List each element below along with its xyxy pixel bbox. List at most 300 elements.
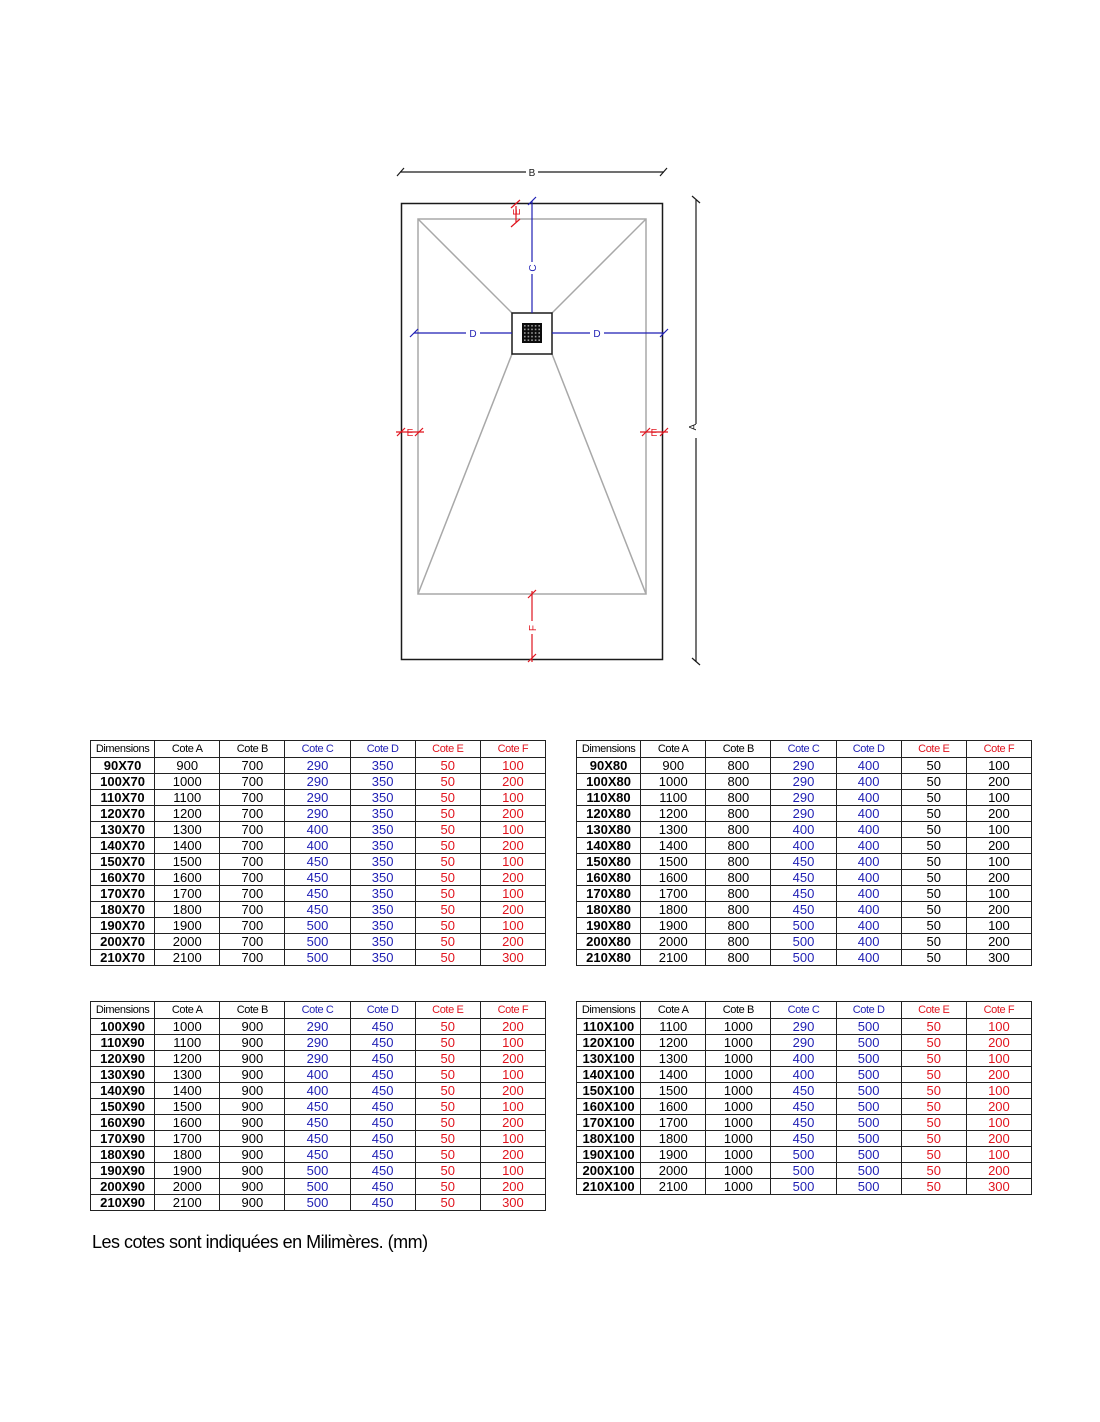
- cell-dimension: 120X80: [577, 806, 641, 822]
- table-row: [577, 902, 1032, 918]
- cell-cote-a: 1200: [641, 806, 706, 822]
- table-row: [577, 886, 1032, 902]
- cell-cote-a: 1700: [155, 1131, 220, 1147]
- table-header-row: [577, 741, 1032, 758]
- cell-cote-a: 1500: [641, 1083, 706, 1099]
- cell-cote-a: 1900: [155, 918, 220, 934]
- cell-cote-b: 1000: [706, 1051, 771, 1067]
- cell-cote-e: 50: [901, 870, 966, 886]
- label-a: A: [688, 423, 699, 431]
- cell-cote-d: 500: [836, 1115, 901, 1131]
- cell-cote-e: 50: [415, 934, 480, 950]
- cell-cote-b: 700: [220, 854, 285, 870]
- cell-cote-a: 2100: [641, 1179, 706, 1195]
- cell-cote-d: 400: [836, 886, 901, 902]
- cell-cote-c: 450: [285, 870, 350, 886]
- cell-dimension: 90X80: [577, 758, 641, 774]
- cell-cote-f: 100: [480, 854, 545, 870]
- cell-cote-d: 450: [350, 1051, 415, 1067]
- cell-dimension: 130X70: [91, 822, 155, 838]
- dimensions-table-x100: [576, 1001, 1032, 1195]
- cell-cote-d: 400: [836, 870, 901, 886]
- header-cote-a: Cote A: [641, 1002, 706, 1019]
- cell-dimension: 130X90: [91, 1067, 155, 1083]
- cell-cote-b: 900: [220, 1163, 285, 1179]
- cell-cote-a: 1700: [641, 1115, 706, 1131]
- cell-cote-b: 700: [220, 822, 285, 838]
- cell-cote-f: 300: [966, 1179, 1031, 1195]
- cell-cote-f: 200: [480, 934, 545, 950]
- cell-cote-c: 400: [285, 1067, 350, 1083]
- shower-tray-diagram: [0, 0, 1100, 700]
- cell-cote-d: 450: [350, 1179, 415, 1195]
- cell-cote-c: 400: [771, 1067, 836, 1083]
- cell-cote-f: 100: [966, 886, 1031, 902]
- cell-cote-d: 350: [350, 934, 415, 950]
- cell-dimension: 110X90: [91, 1035, 155, 1051]
- cell-cote-f: 300: [480, 1195, 545, 1211]
- cell-cote-b: 800: [706, 758, 771, 774]
- cell-dimension: 160X80: [577, 870, 641, 886]
- cell-cote-f: 200: [480, 902, 545, 918]
- cell-dimension: 170X90: [91, 1131, 155, 1147]
- cell-cote-b: 1000: [706, 1131, 771, 1147]
- cell-cote-e: 50: [901, 1179, 966, 1195]
- cell-cote-c: 500: [285, 918, 350, 934]
- cell-cote-e: 50: [415, 950, 480, 966]
- table-row: [91, 806, 546, 822]
- cell-cote-f: 200: [966, 838, 1031, 854]
- label-e-left: E: [406, 428, 414, 439]
- dimensions-table-x90: [90, 1001, 546, 1211]
- cell-cote-a: 1800: [155, 1147, 220, 1163]
- cell-dimension: 210X80: [577, 950, 641, 966]
- cell-cote-f: 100: [480, 1099, 545, 1115]
- cell-cote-a: 1700: [155, 886, 220, 902]
- cell-cote-e: 50: [415, 1019, 480, 1035]
- cell-cote-a: 1800: [641, 1131, 706, 1147]
- cell-cote-d: 400: [836, 790, 901, 806]
- cell-cote-b: 900: [220, 1019, 285, 1035]
- cell-cote-e: 50: [415, 902, 480, 918]
- cell-cote-b: 900: [220, 1035, 285, 1051]
- cell-dimension: 210X100: [577, 1179, 641, 1195]
- cell-cote-b: 900: [220, 1147, 285, 1163]
- cell-cote-f: 300: [480, 950, 545, 966]
- cell-cote-e: 50: [415, 1131, 480, 1147]
- cell-cote-b: 800: [706, 886, 771, 902]
- cell-cote-c: 450: [285, 1131, 350, 1147]
- cell-cote-d: 400: [836, 854, 901, 870]
- cell-cote-f: 100: [480, 918, 545, 934]
- table-row: [577, 838, 1032, 854]
- cell-cote-a: 1400: [155, 1083, 220, 1099]
- cell-cote-f: 100: [966, 758, 1031, 774]
- cell-cote-e: 50: [901, 902, 966, 918]
- cell-dimension: 180X90: [91, 1147, 155, 1163]
- cell-cote-b: 900: [220, 1115, 285, 1131]
- cell-cote-d: 500: [836, 1099, 901, 1115]
- cell-cote-f: 100: [480, 822, 545, 838]
- cell-cote-d: 500: [836, 1147, 901, 1163]
- header-cote-b: Cote B: [220, 741, 285, 758]
- header-cote-c: Cote C: [285, 741, 350, 758]
- cell-cote-d: 400: [836, 774, 901, 790]
- cell-cote-a: 1500: [641, 854, 706, 870]
- cell-cote-b: 700: [220, 838, 285, 854]
- cell-cote-b: 800: [706, 838, 771, 854]
- cell-cote-c: 450: [771, 886, 836, 902]
- cell-cote-f: 200: [966, 1067, 1031, 1083]
- label-d-right: D: [593, 329, 601, 340]
- cell-dimension: 170X70: [91, 886, 155, 902]
- table-row: [577, 790, 1032, 806]
- dimension-d-right: [552, 329, 668, 337]
- cell-dimension: 160X90: [91, 1115, 155, 1131]
- cell-cote-a: 1100: [641, 1019, 706, 1035]
- cell-cote-c: 450: [771, 1131, 836, 1147]
- cell-dimension: 110X80: [577, 790, 641, 806]
- cell-cote-e: 50: [415, 886, 480, 902]
- table-row: [91, 1147, 546, 1163]
- cell-cote-e: 50: [901, 1115, 966, 1131]
- cell-cote-a: 1300: [641, 1051, 706, 1067]
- cell-cote-b: 1000: [706, 1035, 771, 1051]
- cell-cote-e: 50: [415, 1115, 480, 1131]
- cell-cote-d: 450: [350, 1163, 415, 1179]
- table-row: [577, 1067, 1032, 1083]
- cell-cote-a: 2000: [641, 934, 706, 950]
- cell-cote-a: 1400: [641, 1067, 706, 1083]
- cell-cote-c: 290: [285, 806, 350, 822]
- cell-cote-b: 800: [706, 950, 771, 966]
- cell-cote-e: 50: [901, 774, 966, 790]
- cell-cote-c: 400: [285, 822, 350, 838]
- cell-cote-f: 200: [966, 1035, 1031, 1051]
- cell-cote-a: 1200: [155, 1051, 220, 1067]
- cell-cote-e: 50: [415, 918, 480, 934]
- cell-cote-c: 450: [285, 854, 350, 870]
- cell-cote-c: 500: [285, 1163, 350, 1179]
- label-c: C: [528, 264, 539, 272]
- cell-cote-e: 50: [901, 934, 966, 950]
- header-cote-b: Cote B: [220, 1002, 285, 1019]
- cell-cote-c: 450: [285, 902, 350, 918]
- cell-cote-c: 290: [285, 758, 350, 774]
- cell-cote-a: 1600: [155, 1115, 220, 1131]
- cell-cote-e: 50: [415, 854, 480, 870]
- cell-cote-a: 1600: [155, 870, 220, 886]
- cell-cote-f: 200: [966, 934, 1031, 950]
- table-row: [91, 1131, 546, 1147]
- cell-dimension: 170X100: [577, 1115, 641, 1131]
- cell-dimension: 140X80: [577, 838, 641, 854]
- cell-cote-d: 350: [350, 790, 415, 806]
- cell-dimension: 200X100: [577, 1163, 641, 1179]
- header-cote-b: Cote B: [706, 741, 771, 758]
- header-cote-a: Cote A: [641, 741, 706, 758]
- cell-dimension: 210X90: [91, 1195, 155, 1211]
- cell-dimension: 210X70: [91, 950, 155, 966]
- cell-dimension: 180X100: [577, 1131, 641, 1147]
- cell-cote-d: 500: [836, 1067, 901, 1083]
- cell-cote-a: 1800: [641, 902, 706, 918]
- cell-cote-f: 100: [966, 1147, 1031, 1163]
- cell-dimension: 150X70: [91, 854, 155, 870]
- cell-cote-f: 200: [966, 870, 1031, 886]
- cell-cote-f: 200: [966, 806, 1031, 822]
- cell-cote-b: 900: [220, 1131, 285, 1147]
- cell-cote-e: 50: [901, 1131, 966, 1147]
- cell-cote-a: 2100: [641, 950, 706, 966]
- cell-cote-b: 700: [220, 934, 285, 950]
- cell-cote-a: 900: [155, 758, 220, 774]
- cell-dimension: 140X70: [91, 838, 155, 854]
- cell-cote-e: 50: [901, 1035, 966, 1051]
- header-cote-f: Cote F: [480, 741, 545, 758]
- header-dimensions: Dimensions: [91, 1002, 155, 1019]
- cell-cote-a: 1400: [641, 838, 706, 854]
- cell-cote-e: 50: [901, 854, 966, 870]
- cell-cote-c: 400: [285, 1083, 350, 1099]
- cell-cote-e: 50: [415, 774, 480, 790]
- cell-cote-d: 450: [350, 1115, 415, 1131]
- cell-cote-b: 1000: [706, 1099, 771, 1115]
- table-row: [577, 774, 1032, 790]
- header-dimensions: Dimensions: [91, 741, 155, 758]
- cell-cote-c: 400: [285, 838, 350, 854]
- cell-cote-d: 450: [350, 1035, 415, 1051]
- cell-cote-a: 1100: [155, 1035, 220, 1051]
- cell-cote-b: 800: [706, 918, 771, 934]
- cell-cote-b: 1000: [706, 1179, 771, 1195]
- cell-cote-a: 1500: [155, 1099, 220, 1115]
- cell-cote-c: 450: [771, 902, 836, 918]
- dimension-c: [528, 197, 536, 313]
- cell-cote-d: 450: [350, 1147, 415, 1163]
- cell-cote-d: 400: [836, 822, 901, 838]
- cell-cote-c: 500: [771, 934, 836, 950]
- cell-dimension: 200X90: [91, 1179, 155, 1195]
- cell-cote-c: 500: [771, 1163, 836, 1179]
- cell-cote-c: 290: [285, 790, 350, 806]
- cell-cote-f: 100: [480, 1163, 545, 1179]
- table-row: [577, 1051, 1032, 1067]
- cell-cote-a: 1700: [641, 886, 706, 902]
- table-row: [577, 870, 1032, 886]
- cell-cote-c: 450: [285, 886, 350, 902]
- cell-cote-d: 350: [350, 854, 415, 870]
- cell-dimension: 130X80: [577, 822, 641, 838]
- table-row: [91, 1163, 546, 1179]
- cell-cote-e: 50: [901, 1099, 966, 1115]
- table-row: [91, 870, 546, 886]
- cell-cote-e: 50: [415, 758, 480, 774]
- label-f: F: [528, 624, 539, 632]
- cell-cote-f: 100: [966, 822, 1031, 838]
- cell-cote-f: 200: [480, 1179, 545, 1195]
- header-cote-f: Cote F: [966, 741, 1031, 758]
- cell-cote-c: 500: [771, 950, 836, 966]
- cell-cote-d: 400: [836, 902, 901, 918]
- header-cote-e: Cote E: [415, 1002, 480, 1019]
- cell-cote-b: 700: [220, 774, 285, 790]
- cell-cote-d: 500: [836, 1179, 901, 1195]
- cell-cote-b: 800: [706, 774, 771, 790]
- cell-cote-c: 290: [771, 806, 836, 822]
- cell-cote-e: 50: [415, 1035, 480, 1051]
- cell-cote-c: 400: [771, 838, 836, 854]
- cell-cote-b: 800: [706, 870, 771, 886]
- cell-cote-c: 290: [771, 758, 836, 774]
- cell-cote-d: 400: [836, 806, 901, 822]
- cell-cote-a: 1000: [641, 774, 706, 790]
- table-row: [91, 1099, 546, 1115]
- cell-cote-f: 200: [966, 774, 1031, 790]
- cell-cote-c: 500: [771, 1179, 836, 1195]
- table-row: [91, 1019, 546, 1035]
- header-dimensions: Dimensions: [577, 1002, 641, 1019]
- cell-cote-f: 200: [480, 870, 545, 886]
- cell-cote-b: 800: [706, 854, 771, 870]
- cell-cote-c: 290: [771, 790, 836, 806]
- table-row: [91, 758, 546, 774]
- label-e-top: E: [512, 208, 523, 216]
- cell-cote-f: 200: [966, 1163, 1031, 1179]
- header-cote-e: Cote E: [901, 741, 966, 758]
- table-row: [91, 854, 546, 870]
- cell-cote-b: 900: [220, 1083, 285, 1099]
- header-cote-c: Cote C: [771, 1002, 836, 1019]
- cell-cote-f: 100: [480, 1035, 545, 1051]
- cell-dimension: 190X70: [91, 918, 155, 934]
- cell-cote-f: 100: [480, 1131, 545, 1147]
- cell-dimension: 110X100: [577, 1019, 641, 1035]
- cell-cote-c: 500: [285, 950, 350, 966]
- cell-cote-a: 1100: [641, 790, 706, 806]
- cell-dimension: 180X70: [91, 902, 155, 918]
- cell-dimension: 200X70: [91, 934, 155, 950]
- table-row: [91, 1083, 546, 1099]
- dimensions-table-x80: [576, 740, 1032, 966]
- table-row: [91, 1115, 546, 1131]
- cell-cote-e: 50: [901, 838, 966, 854]
- cell-cote-c: 290: [771, 774, 836, 790]
- cell-cote-b: 800: [706, 902, 771, 918]
- cell-cote-c: 450: [771, 854, 836, 870]
- cell-cote-a: 1900: [641, 1147, 706, 1163]
- cell-cote-f: 100: [480, 790, 545, 806]
- cell-cote-e: 50: [901, 918, 966, 934]
- cell-cote-e: 50: [415, 1163, 480, 1179]
- cell-cote-f: 300: [966, 950, 1031, 966]
- cell-cote-f: 200: [480, 774, 545, 790]
- cell-cote-e: 50: [901, 790, 966, 806]
- header-cote-a: Cote A: [155, 1002, 220, 1019]
- cell-dimension: 160X70: [91, 870, 155, 886]
- cell-cote-f: 100: [480, 1067, 545, 1083]
- cell-dimension: 100X70: [91, 774, 155, 790]
- cell-cote-e: 50: [415, 1051, 480, 1067]
- cell-cote-e: 50: [901, 822, 966, 838]
- cell-cote-c: 290: [771, 1035, 836, 1051]
- cell-cote-d: 500: [836, 1019, 901, 1035]
- cell-cote-e: 50: [415, 822, 480, 838]
- table-row: [577, 822, 1032, 838]
- cell-cote-f: 200: [480, 806, 545, 822]
- cell-cote-a: 1600: [641, 870, 706, 886]
- table-row: [91, 838, 546, 854]
- cell-cote-a: 1200: [155, 806, 220, 822]
- cell-cote-c: 450: [771, 1083, 836, 1099]
- cell-cote-e: 50: [415, 838, 480, 854]
- cell-dimension: 190X90: [91, 1163, 155, 1179]
- cell-cote-d: 350: [350, 806, 415, 822]
- cell-cote-f: 200: [966, 902, 1031, 918]
- cell-cote-d: 400: [836, 934, 901, 950]
- label-d-left: D: [469, 329, 477, 340]
- cell-cote-e: 50: [415, 1083, 480, 1099]
- cell-dimension: 200X80: [577, 934, 641, 950]
- cell-cote-d: 500: [836, 1083, 901, 1099]
- cell-cote-a: 1300: [155, 1067, 220, 1083]
- table-row: [577, 1131, 1032, 1147]
- cell-cote-a: 2100: [155, 1195, 220, 1211]
- cell-dimension: 150X80: [577, 854, 641, 870]
- cell-cote-a: 1100: [155, 790, 220, 806]
- cell-cote-e: 50: [901, 1163, 966, 1179]
- cell-cote-e: 50: [901, 886, 966, 902]
- table-row: [577, 806, 1032, 822]
- cell-cote-e: 50: [415, 870, 480, 886]
- table-row: [577, 934, 1032, 950]
- cell-cote-d: 500: [836, 1051, 901, 1067]
- cell-cote-b: 800: [706, 790, 771, 806]
- cell-cote-b: 800: [706, 806, 771, 822]
- cell-cote-f: 200: [480, 1051, 545, 1067]
- header-cote-c: Cote C: [285, 1002, 350, 1019]
- table-row: [577, 1099, 1032, 1115]
- cell-dimension: 140X100: [577, 1067, 641, 1083]
- header-cote-f: Cote F: [480, 1002, 545, 1019]
- cell-dimension: 90X70: [91, 758, 155, 774]
- cell-cote-d: 400: [836, 758, 901, 774]
- cell-cote-c: 500: [285, 1179, 350, 1195]
- cell-cote-b: 700: [220, 870, 285, 886]
- table-row: [577, 1035, 1032, 1051]
- cell-cote-d: 450: [350, 1099, 415, 1115]
- cell-cote-e: 50: [901, 1067, 966, 1083]
- cell-cote-b: 900: [220, 1179, 285, 1195]
- cell-cote-b: 900: [220, 1067, 285, 1083]
- cell-cote-d: 500: [836, 1163, 901, 1179]
- header-cote-e: Cote E: [901, 1002, 966, 1019]
- cell-cote-d: 350: [350, 902, 415, 918]
- cell-cote-b: 700: [220, 918, 285, 934]
- cell-cote-b: 700: [220, 886, 285, 902]
- cell-cote-f: 100: [966, 1051, 1031, 1067]
- header-cote-d: Cote D: [350, 741, 415, 758]
- cell-cote-d: 350: [350, 822, 415, 838]
- cell-cote-c: 500: [771, 1147, 836, 1163]
- units-footnote: Les cotes sont indiquées en Milimères. (mm): [92, 1232, 428, 1252]
- cell-cote-a: 1600: [641, 1099, 706, 1115]
- table-row: [577, 918, 1032, 934]
- cell-dimension: 180X80: [577, 902, 641, 918]
- cell-cote-a: 1500: [155, 854, 220, 870]
- cell-cote-c: 450: [285, 1147, 350, 1163]
- cell-dimension: 120X90: [91, 1051, 155, 1067]
